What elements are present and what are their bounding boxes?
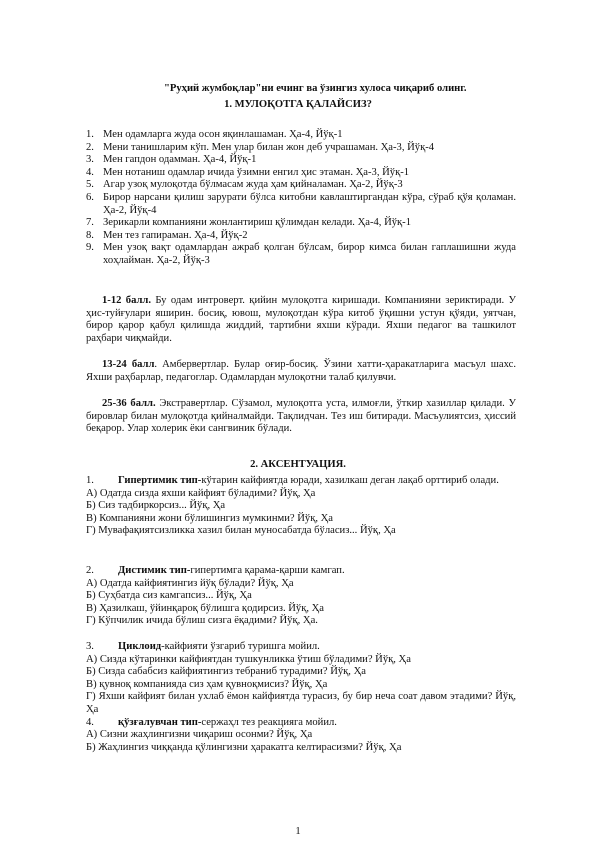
question-text: Зерикарли компанияни жонлантириш қўлимдан келади. Ҳа-4, Йўқ-1	[103, 217, 411, 229]
section2-title: 2. АКСЕНТУАЦИЯ.	[250, 459, 346, 470]
type-question: А) Сизни жаҳлингизни чиқариш осонми? Йўқ, Ҳа	[86, 729, 313, 741]
question-text: Бирор нарсани қилиш зарурати бўлса китобни кавлаштиргандан кўра, сўраб қўя қоламан. Ҳа-2, Йўқ-4	[103, 191, 516, 216]
result-paragraph	[86, 359, 516, 384]
question-number: 5.	[86, 179, 94, 191]
type-question: В) Ҳазилкаш, ўйинқароқ бўлишга қодирсиз. Йўқ, Ҳа	[86, 602, 325, 614]
type-question: В) Компанияни жони бўлишингиз мумкинми? Йўқ, Ҳа	[86, 512, 333, 524]
page-number: 1	[295, 826, 301, 837]
result-text: . Амбервертлар. Булар оғир-босиқ. Ўзини хатти-ҳаракатларига масъул шахс. Яхши раҳбарлар, педагоглар. Одамлардан мулоқотни талаб қилувчи.	[86, 359, 516, 383]
question-item	[86, 179, 516, 192]
accentuation-type	[86, 565, 516, 628]
type-question: Б) Жаҳлингиз чиққанда қўлингизни ҳаракатга келтирасизми? Йўқ, Ҳа	[86, 741, 402, 753]
score-range: 1-12 балл.	[102, 295, 151, 306]
question-number: 7.	[86, 217, 94, 229]
type-question: А) Одатда сизда яхши кайфият бўладими? Йўқ, Ҳа	[86, 487, 316, 499]
question-text: Агар узоқ мулоқотда бўлмасам жуда ҳам қийналаман. Ҳа-2, Йўқ-3	[103, 179, 403, 191]
question-item	[86, 142, 516, 155]
question-text: Мен тез гапираман. Ҳа-4, Йўқ-2	[103, 229, 248, 241]
type-name: Гипертимик тип-	[118, 475, 202, 486]
question-text: Мен гапдон одамман. Ҳа-4, Йўқ-1	[103, 154, 257, 166]
type-description: сержаҳл тез реакцияга мойил.	[201, 716, 337, 728]
question-item	[86, 230, 516, 243]
type-question: Б) Сизда сабабсиз кайфиятингиз тебраниб турадими? Йўқ, Ҳа	[86, 666, 366, 678]
type-description: кўтарин кайфиятда юради, хазилкаш деган лақаб орттириб олади.	[201, 475, 499, 486]
type-question: А) Сизда кўтаринки кайфиятдан тушкунликка ўтиш бўладими? Йўқ, Ҳа	[86, 653, 411, 665]
score-range: 25-36 балл.	[102, 398, 156, 409]
result-text: Бу одам интроверт. қийин мулоқотга киришади. Компанияни зериктиради. У ҳис-туйғулари яширин. босиқ, ювош, мулоқотдан кўра китоб ўқишни устун қўяди, уятчан, бирор қарор қабул қилишда жиддий, тартибни яхши кўради. Яхши педагог ва ташкилот раҳбари чиқмайди.	[86, 295, 516, 344]
type-question: Г) Мувафақиятсизликка хазил билан муносабатда бўласиз... Йўқ, Ҳа	[86, 525, 396, 537]
question-item	[86, 217, 516, 230]
type-question: А) Одатда кайфиятингиз йўқ бўлади? Йўқ, Ҳа	[86, 577, 294, 589]
type-question: В) қувноқ компанияда сиз ҳам қувноқмисиз? Йўқ, Ҳа	[86, 678, 328, 690]
question-item	[86, 192, 516, 217]
question-item	[86, 154, 516, 167]
question-text: Мен нотаниш одамлар ичида ўзимни енгил ҳис этаман. Ҳа-3, Йўқ-1	[103, 166, 410, 178]
type-number: 2.	[86, 565, 94, 576]
type-number: 3.	[86, 641, 94, 652]
type-question: Г) Кўпчилик ичида бўлиш сизга ёқадими? Йўқ, Ҳа.	[86, 615, 318, 627]
question-item	[86, 167, 516, 180]
section1-title: 1. МУЛОҚОТГА ҚАЛАЙСИЗ?	[224, 99, 372, 110]
question-text: Мен одамларга жуда осон яқинлашаман. Ҳа-4, Йўқ-1	[103, 129, 343, 140]
question-item	[86, 242, 516, 267]
result-paragraph	[86, 398, 516, 436]
type-lead	[86, 717, 516, 730]
question-text: Мен узоқ вақт одамлардан ажраб қолган бўлсам, бирор кимса билан гаплашишни жуда хоҳлайман. Ҳа-2, Йўқ-3	[103, 242, 516, 266]
type-question: Б) Сиз тадбиркорсиз... Йўқ, Ҳа	[86, 500, 226, 512]
type-name: қўзғалувчан тип-	[118, 716, 202, 728]
question-text: Мени танишларим кўп. Мен улар билан жон деб учрашаман. Ҳа-3, Йўқ-4	[103, 141, 435, 153]
result-paragraph	[86, 295, 516, 345]
type-question: Б) Суҳбатда сиз камгапсиз... Йўқ, Ҳа	[86, 590, 252, 602]
accentuation-type	[86, 641, 516, 754]
intro-heading: "Руҳий жумбоқлар"ни ечинг ва ўзингиз хулоса чиқариб олинг.	[164, 83, 467, 94]
question-number: 6.	[86, 191, 94, 203]
accentuation-type	[86, 475, 516, 538]
type-question: Г) Яхши кайфият билан ухлаб ёмон кайфиятда турасиз, бу бир неча соат давом этадими? Йўқ, Ҳа	[86, 691, 516, 715]
type-lead	[86, 475, 516, 488]
result-text: Экстравертлар. Сўзамол, мулоқотга уста, илмоғли, ўткир хазиллар қилади. У бировлар билан мулоқотда қийналмайди. Тақлидчан. Тез иш битиради. Масъулиятсиз, ҳиссий беқарор. Улар холерик ёки сангвиник бўлади.	[86, 398, 516, 435]
question-number: 1.	[86, 129, 94, 140]
question-number: 9.	[86, 242, 94, 254]
question-number: 3.	[86, 154, 94, 166]
type-lead	[86, 641, 516, 654]
type-description: гипертимга қарама-қарши камгап.	[190, 565, 345, 576]
question-item	[86, 129, 516, 142]
question-number: 4.	[86, 166, 94, 178]
type-description: -кайфияти ўзгариб туришга мойил.	[161, 641, 320, 652]
type-number: 4.	[86, 716, 94, 728]
type-number: 1.	[86, 475, 94, 486]
type-name: Циклоид	[118, 641, 162, 652]
score-range: 13-24 балл	[102, 359, 155, 370]
questionnaire-list	[86, 129, 516, 268]
question-number: 8.	[86, 229, 94, 241]
question-number: 2.	[86, 141, 94, 153]
type-name: Дистимик тип-	[118, 565, 191, 576]
type-lead	[86, 565, 516, 578]
